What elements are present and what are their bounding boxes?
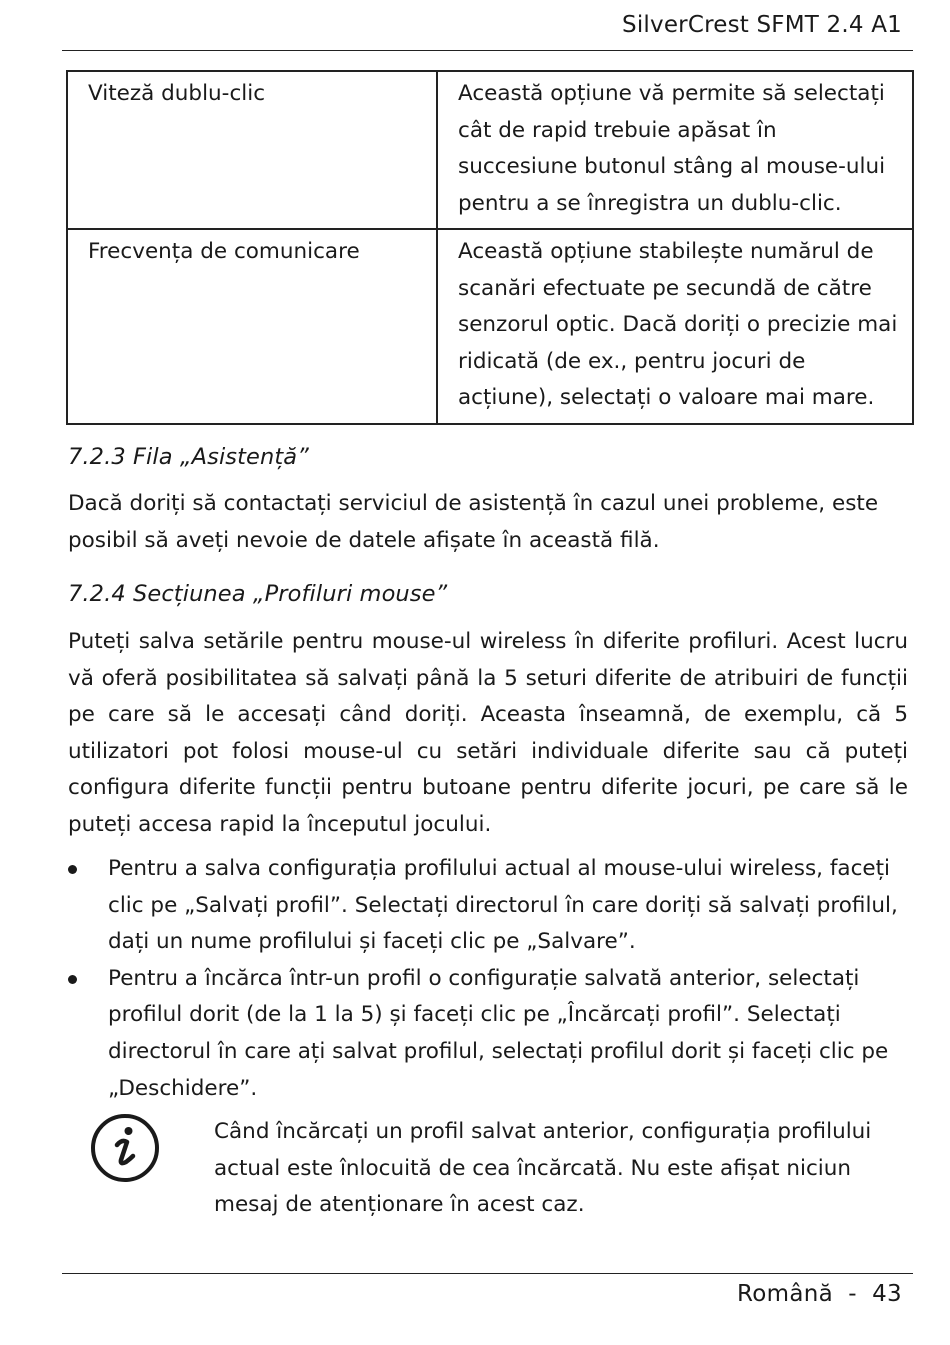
list-item-text: Pentru a salva configurația profilului actual al mouse-ului wireless, faceți clic pe „Salvați profil”. Selectați directorul în care doriți să salvați profilul, dați un nume profilului și faceți clic pe „Salvare”. [108,856,898,955]
footer-rule [62,1273,913,1274]
setting-name: Frecvența de comunicare [67,229,437,424]
table-row [67,71,913,229]
setting-description: Această opțiune stabilește numărul de scanări efectuate pe secundă de către senzorul optic. Dacă doriți o precizie mai ridicată (de ex., pentru jocuri de acțiune), selectați o valoare mai mare. [437,229,913,424]
section-body-support: Dacă doriți să contactați serviciul de asistență în cazul unei probleme, este posibil să aveți nevoie de datele afișate în această filă. [68,491,879,553]
list-item [68,961,910,1107]
info-note: Când încărcați un profil salvat anterior, configurația profilului actual este înlocuită de cea încărcată. Nu este afișat niciun mesaj de atenționare în acest caz. [214,1119,872,1218]
list-item [68,851,910,961]
section-heading-profiles: 7.2.4 Secțiunea „Profiluri mouse” [68,581,448,607]
page-footer [737,1281,902,1307]
setting-name: Viteză dublu-clic [67,71,437,229]
section-body-profiles: Puteți salva setările pentru mouse-ul wireless în diferite profiluri. Acest lucru vă oferă posibilitatea să salvați până la 5 seturi diferite de atribuiri de funcții pe care să le accesați când doriți. Aceasta înseamnă, de exemplu, că 5 utilizatori pot folosi mouse-ul cu setări individuale diferite sau că puteți configura diferite funcții pentru butoane pentru diferite jocuri, pe care să le puteți accesa rapid la începutul jocului. [68,629,908,837]
info-icon [90,1113,160,1183]
header-rule [62,50,913,51]
instruction-list [68,851,910,1107]
list-item-text: Pentru a încărca într-un profil o configurație salvată anterior, selectați profilul dorit (de la 1 la 5) și faceți clic pe „Încărcați profil”. Selectați directorul în care ați salvat profilul, selectați profilul dorit și faceți clic pe „Deschidere”. [108,965,889,1101]
setting-description: Această opțiune vă permite să selectați cât de rapid trebuie apăsat în succesiune butonul stâng al mouse-ului pentru a se înregistra un dublu-clic. [437,71,913,229]
bullet-icon [68,865,77,874]
table-row [67,229,913,424]
settings-table [66,70,914,425]
section-heading-support: 7.2.3 Fila „Asistență” [68,444,309,470]
document-header-title: SilverCrest SFMT 2.4 A1 [622,12,902,38]
page-number: 43 [872,1281,902,1307]
footer-language: Română [737,1281,834,1307]
bullet-icon [68,975,77,984]
footer-separator: - [848,1281,857,1307]
